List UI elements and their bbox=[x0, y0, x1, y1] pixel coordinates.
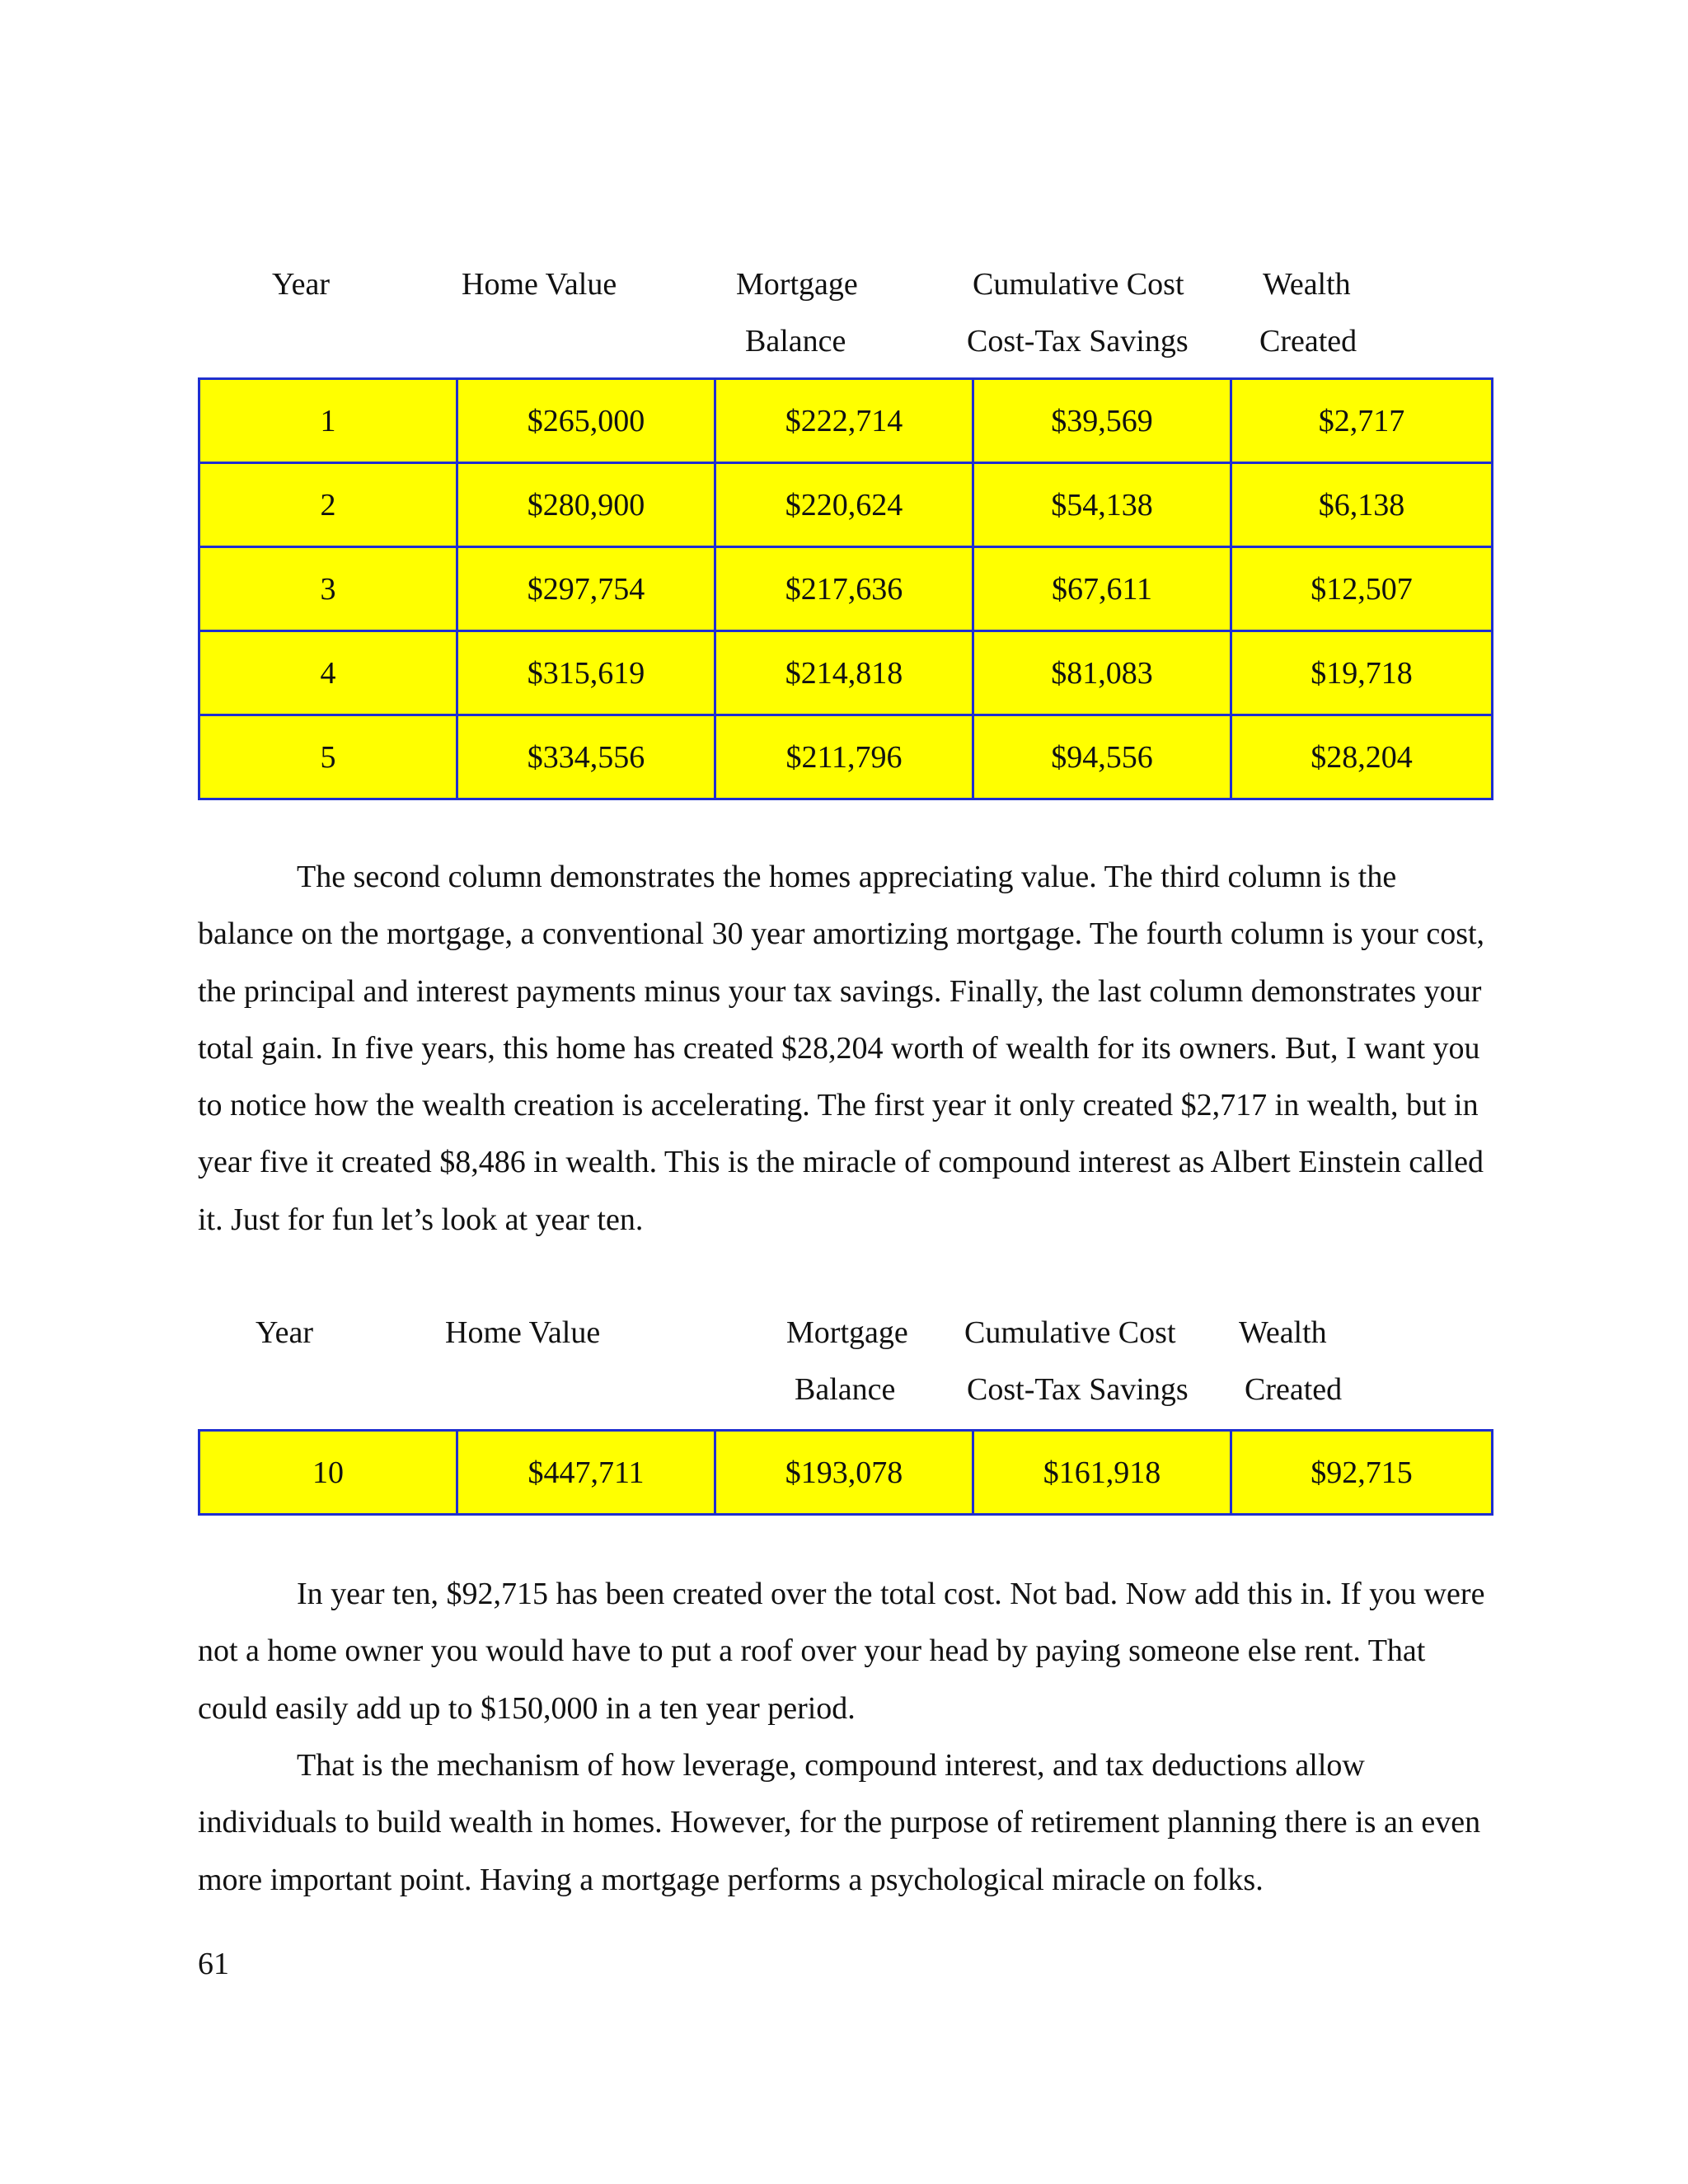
table-row bbox=[199, 631, 1493, 715]
t2-header-mortgage: Mortgage bbox=[786, 1315, 908, 1350]
year-cell: 3 bbox=[199, 547, 457, 631]
body-paragraph-3: That is the mechanism of how leverage, compound interest, and tax deductions allow individuals to build wealth in homes. However, for the purpose of retirement planning there is an even more important point. Having a mortgage performs a psychological miracle on folks. bbox=[198, 1748, 1481, 1897]
home-value-cell: $447,711 bbox=[457, 1431, 715, 1515]
cumulative-cost-cell: $81,083 bbox=[973, 631, 1231, 715]
t2-header-balance: Balance bbox=[795, 1372, 896, 1407]
wealth-table-year-10 bbox=[198, 1429, 1493, 1516]
t2-header-home-value: Home Value bbox=[445, 1315, 601, 1350]
t1-header-home-value: Home Value bbox=[462, 267, 617, 302]
table-row bbox=[199, 547, 1493, 631]
mortgage-balance-cell: $211,796 bbox=[715, 715, 973, 799]
table-row bbox=[199, 1431, 1493, 1515]
cumulative-cost-cell: $54,138 bbox=[973, 463, 1231, 547]
year-cell: 2 bbox=[199, 463, 457, 547]
body-paragraph-1: The second column demonstrates the homes appreciating value. The third column is the balance on the mortgage, a conventional 30 year amortizing mortgage. The fourth column is your cost, the principal and interest payments minus your tax savings. Finally, the last column demonstrates your total gain. In five years, this home has created $28,204 worth of wealth for its owners. But, I want you to notice how the wealth creation is accelerating. The first year it only created $2,717 in wealth, but in year five it created $8,486 in wealth. This is the miracle of compound interest as Albert Einstein called it. Just for fun let’s look at year ten. bbox=[198, 860, 1485, 1237]
wealth-created-cell: $19,718 bbox=[1231, 631, 1493, 715]
wealth-table-years-1-5 bbox=[198, 377, 1493, 800]
cumulative-cost-cell: $67,611 bbox=[973, 547, 1231, 631]
cumulative-cost-cell: $161,918 bbox=[973, 1431, 1231, 1515]
cumulative-cost-cell: $94,556 bbox=[973, 715, 1231, 799]
t1-header-balance: Balance bbox=[745, 324, 846, 359]
t2-header-cumulative-cost: Cumulative Cost bbox=[964, 1315, 1176, 1350]
mortgage-balance-cell: $217,636 bbox=[715, 547, 973, 631]
t1-header-cost-tax-savings: Cost-Tax Savings bbox=[967, 324, 1189, 359]
t1-header-wealth: Wealth bbox=[1263, 267, 1351, 302]
table-row bbox=[199, 463, 1493, 547]
mortgage-balance-cell: $214,818 bbox=[715, 631, 973, 715]
wealth-created-cell: $28,204 bbox=[1231, 715, 1493, 799]
t1-header-mortgage: Mortgage bbox=[736, 267, 858, 302]
t2-header-wealth: Wealth bbox=[1239, 1315, 1327, 1350]
wealth-created-cell: $92,715 bbox=[1231, 1431, 1493, 1515]
home-value-cell: $265,000 bbox=[457, 379, 715, 463]
year-cell: 5 bbox=[199, 715, 457, 799]
wealth-created-cell: $6,138 bbox=[1231, 463, 1493, 547]
t1-header-year: Year bbox=[272, 267, 331, 302]
year-cell: 4 bbox=[199, 631, 457, 715]
home-value-cell: $315,619 bbox=[457, 631, 715, 715]
home-value-cell: $334,556 bbox=[457, 715, 715, 799]
t1-header-created: Created bbox=[1259, 324, 1357, 359]
t2-header-cost-tax-savings: Cost-Tax Savings bbox=[967, 1372, 1189, 1407]
table-row bbox=[199, 715, 1493, 799]
t1-header-cumulative-cost: Cumulative Cost bbox=[973, 267, 1184, 302]
t2-header-year: Year bbox=[256, 1315, 314, 1350]
mortgage-balance-cell: $193,078 bbox=[715, 1431, 973, 1515]
cumulative-cost-cell: $39,569 bbox=[973, 379, 1231, 463]
table-row bbox=[199, 379, 1493, 463]
page-number: 61 bbox=[198, 1947, 229, 1981]
year-cell: 1 bbox=[199, 379, 457, 463]
mortgage-balance-cell: $220,624 bbox=[715, 463, 973, 547]
wealth-created-cell: $2,717 bbox=[1231, 379, 1493, 463]
wealth-created-cell: $12,507 bbox=[1231, 547, 1493, 631]
home-value-cell: $297,754 bbox=[457, 547, 715, 631]
t2-header-created: Created bbox=[1245, 1372, 1343, 1407]
mortgage-balance-cell: $222,714 bbox=[715, 379, 973, 463]
home-value-cell: $280,900 bbox=[457, 463, 715, 547]
year-cell: 10 bbox=[199, 1431, 457, 1515]
body-paragraph-2: In year ten, $92,715 has been created over the total cost. Not bad. Now add this in. If you were not a home owner you would have to put a roof over your head by paying someone else rent. That could easily add up to $150,000 in a ten year period. bbox=[198, 1577, 1485, 1726]
